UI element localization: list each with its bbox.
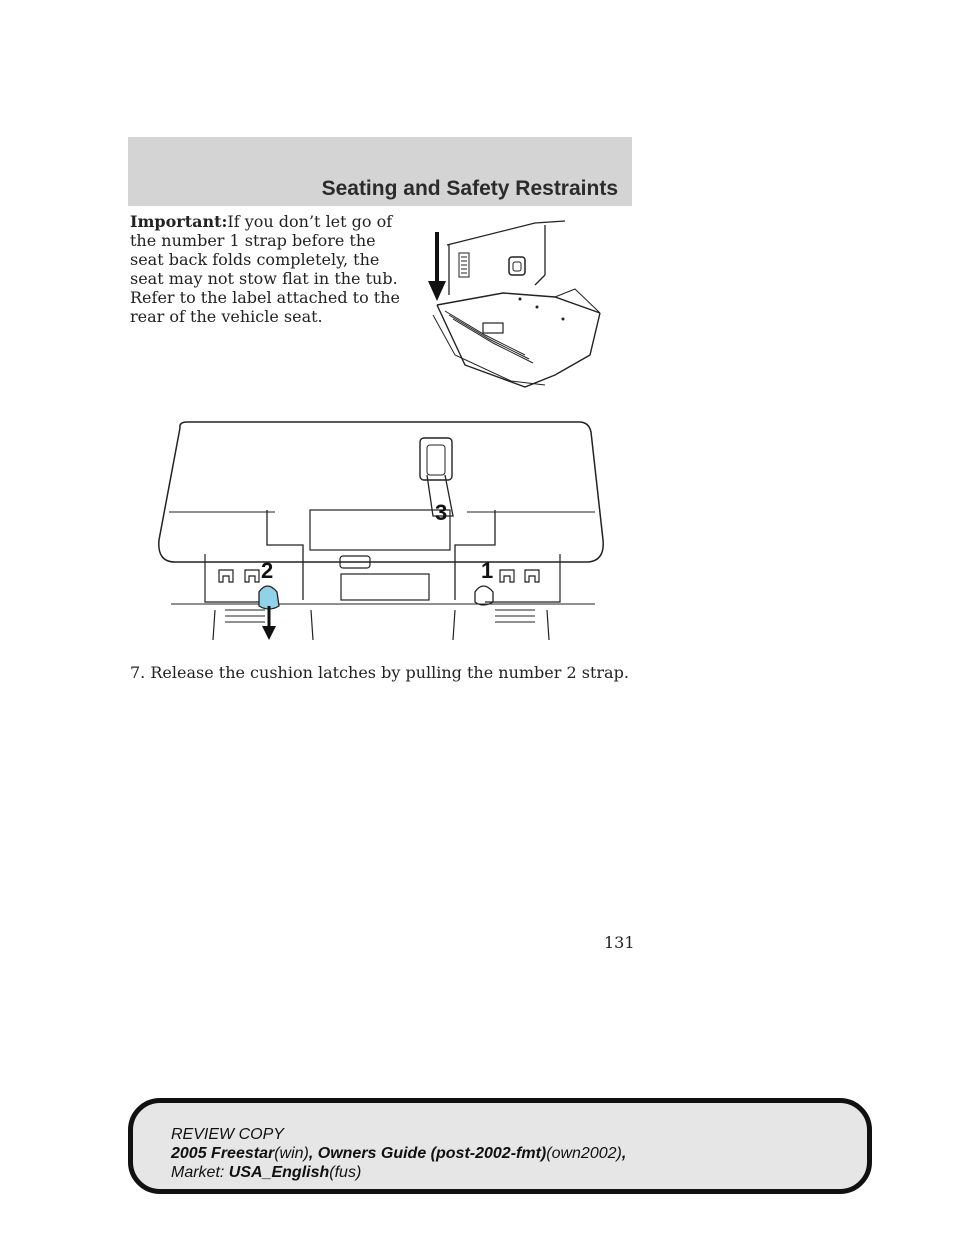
seat-rear-straps-illustration: [155, 420, 607, 645]
callout-3: 3: [435, 500, 448, 525]
review-guide: Owners Guide (post-2002-fmt): [317, 1145, 547, 1162]
review-market-code: (fus): [329, 1164, 362, 1181]
step-7-text: 7. Release the cushion latches by pulling the number 2 strap.: [130, 663, 629, 682]
important-label: Important:: [130, 212, 228, 231]
review-line-3: [171, 1163, 626, 1182]
review-model: 2005 Freestar: [171, 1145, 275, 1162]
section-header: [128, 137, 632, 206]
important-note: [130, 212, 400, 326]
review-market: USA_English: [228, 1164, 330, 1181]
review-line-2: [171, 1144, 626, 1163]
review-sep-2: ,: [621, 1145, 627, 1162]
review-model-code: (win): [274, 1145, 309, 1162]
review-market-label: Market:: [171, 1164, 225, 1181]
review-guide-code: (own2002): [546, 1145, 622, 1162]
review-sep-1: ,: [308, 1145, 318, 1162]
seat-fold-illustration: [425, 215, 617, 397]
important-text: If you don’t let go of the number 1 strap before the seat back folds completely, the seat may not stow flat in the tub. Refer to the label attached to the rear of the vehicle seat.: [130, 212, 400, 326]
review-line-1: REVIEW COPY: [171, 1126, 284, 1143]
review-copy-text: [171, 1125, 626, 1182]
callout-2: 2: [261, 558, 274, 583]
callout-1: 1: [481, 558, 494, 583]
page-number: 131: [604, 933, 635, 952]
review-copy-box: [128, 1098, 872, 1194]
section-title: Seating and Safety Restraints: [321, 177, 618, 200]
